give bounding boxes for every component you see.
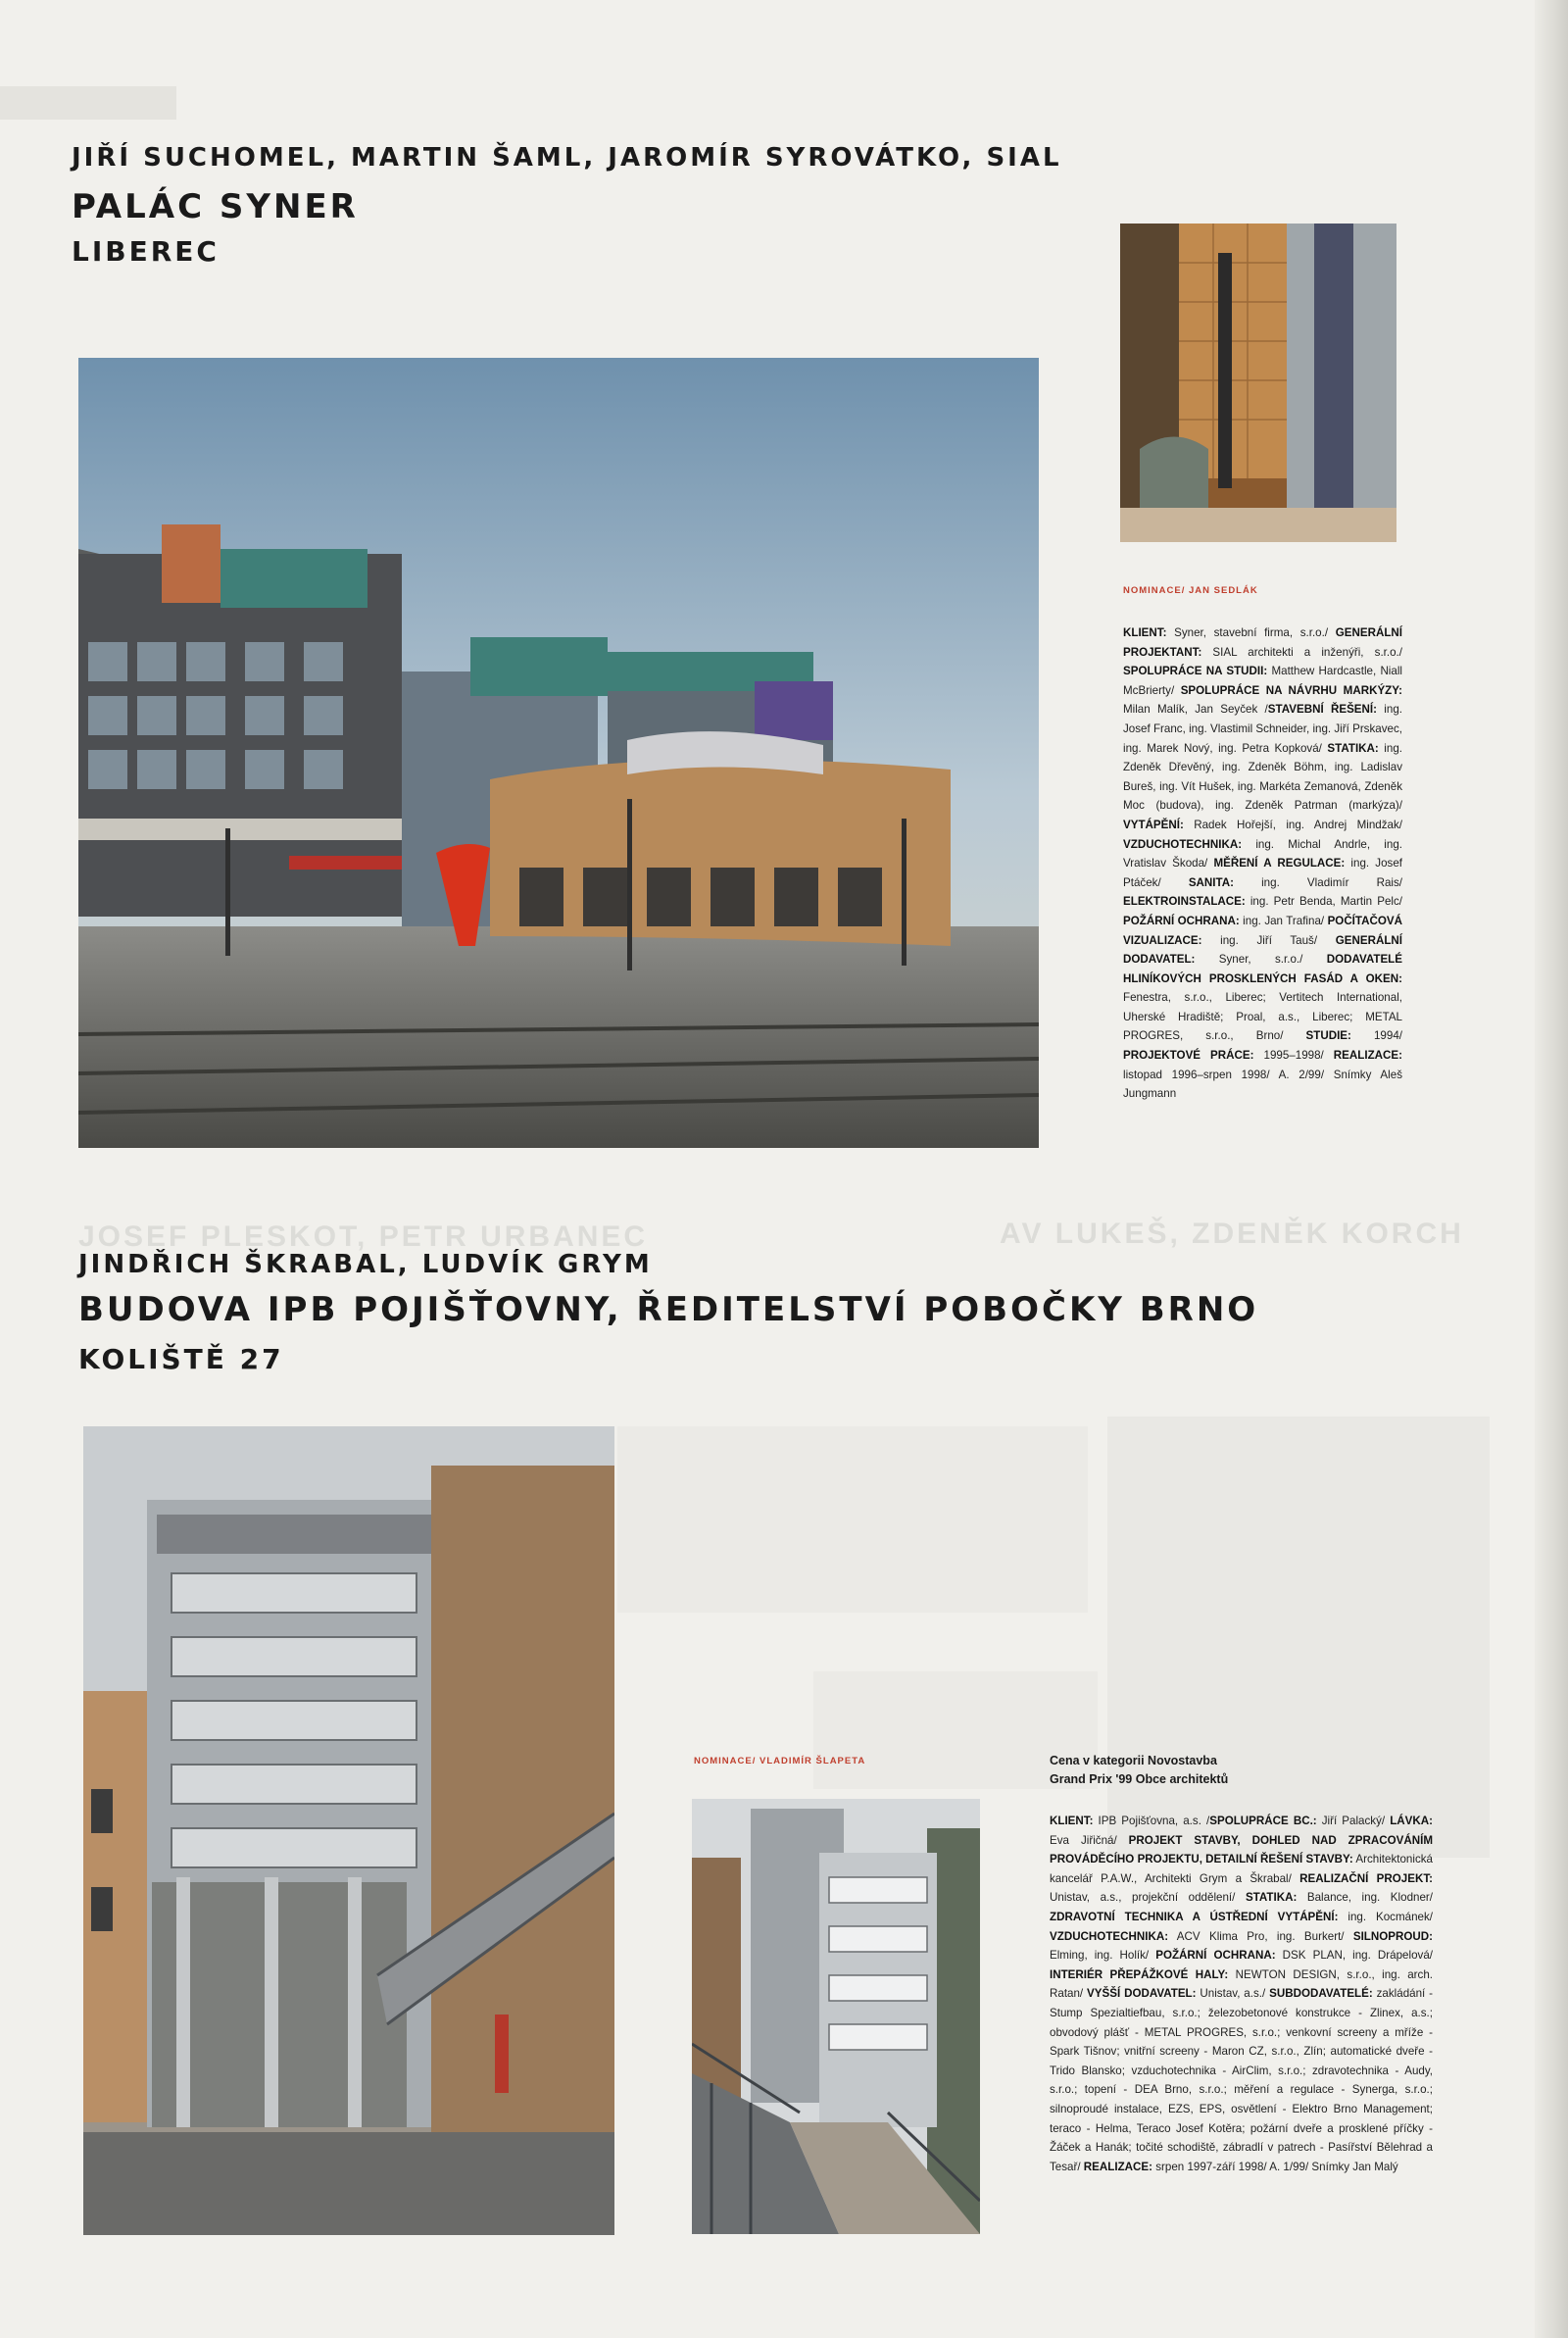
show-through-block <box>617 1426 1088 1613</box>
credit-role: REALIZACE: <box>1083 2160 1152 2173</box>
credit-value: ing. Kocmánek/ <box>1338 1910 1433 1923</box>
credit-role: REALIZACE: <box>1333 1049 1402 1063</box>
credit-role: VYŠŠÍ DODAVATEL: <box>1087 1987 1197 2001</box>
credit-value: Balance, ing. Klodner/ <box>1297 1891 1433 1905</box>
credit-role: ELEKTROINSTALACE: <box>1123 895 1246 909</box>
credit-role: VZDUCHOTECHNIKA: <box>1123 837 1243 851</box>
credit-value: Unistav, a.s./ <box>1196 1987 1270 2001</box>
project1-nomination: NOMINACE/ JAN SEDLÁK <box>1123 585 1258 596</box>
credit-value: ing. Josef Franc, ing. Vlastimil Schneider, ing. Jiří Prskavec, ing. Marek Nový, ing. Petra Kopková/ <box>1123 703 1402 755</box>
palac-syner-exterior-photo <box>78 358 1039 1148</box>
project1-title: PALÁC SYNER <box>72 187 359 226</box>
project2-address: KOLIŠTĚ 27 <box>78 1343 284 1375</box>
credit-value: Jiří Palacký/ <box>1316 1815 1391 1827</box>
credit-role: ZDRAVOTNÍ TECHNIKA A ÚSTŘEDNÍ VYTÁPĚNÍ: <box>1050 1910 1339 1923</box>
credit-value: Fenestra, s.r.o., Liberec; Vertitech International, Uherské Hradiště; Proal, a.s., Liberec; METAL PROGRES, s.r.o., Brno/ <box>1123 991 1402 1043</box>
project2-credits <box>1050 1812 1433 2176</box>
project2-nomination: NOMINACE/ VLADIMÍR ŠLAPETA <box>694 1756 866 1766</box>
credit-role: SPOLUPRÁCE NA STUDII: <box>1123 665 1268 678</box>
credit-value: Milan Malík, Jan Seyček / <box>1123 703 1268 717</box>
credit-role: POŽÁRNÍ OCHRANA: <box>1123 914 1240 927</box>
credit-role: GENERÁLNÍ DODAVATEL: <box>1123 933 1402 967</box>
show-through-text: AV LUKEŠ, ZDENĚK KORCH <box>1000 1218 1464 1250</box>
credit-role: STUDIE: <box>1305 1029 1351 1043</box>
credit-role: LÁVKA: <box>1390 1815 1433 1827</box>
credit-value: Matthew Hardcastle, Niall McBrierty/ <box>1123 665 1402 697</box>
credit-role: KLIENT: <box>1123 626 1167 639</box>
award-grand-prix: Grand Prix '99 Obce architektů <box>1050 1772 1229 1786</box>
credit-role: PROJEKT STAVBY, DOHLED NAD ZPRACOVÁNÍM PROVÁDĚCÍHO PROJEKTU, DETAILNÍ ŘEŠENÍ STAVBY: <box>1050 1833 1433 1866</box>
page-tab <box>0 86 176 120</box>
credit-value: ing. Vladimír Rais/ <box>1233 875 1403 889</box>
show-through-text: JOSEF PLESKOT, PETR URBANEC <box>78 1220 649 1253</box>
credit-value: NEWTON DESIGN, s.r.o., ing. arch. Ratan/ <box>1050 1967 1433 2001</box>
credit-value: listopad 1996–srpen 1998/ A. 2/99/ Snímky Aleš Jungmann <box>1123 1068 1402 1101</box>
credit-role: POČÍTAČOVÁ VIZUALIZACE: <box>1123 914 1402 947</box>
credit-value: 1994/ <box>1350 1029 1402 1043</box>
award-category: Cena v kategorii Novostavba <box>1050 1754 1217 1767</box>
credit-role: POŽÁRNÍ OCHRANA: <box>1155 1949 1276 1963</box>
credit-value: Elming, ing. Holík/ <box>1050 1949 1156 1963</box>
credit-value: DSK PLAN, ing. Drápelová/ <box>1275 1949 1433 1963</box>
show-through-block <box>1107 1417 1490 1858</box>
credit-role: SANITA: <box>1188 875 1234 889</box>
credit-role: SPOLUPRÁCE BC.: <box>1209 1815 1317 1827</box>
credit-value: ing. Zdeněk Dřevěný, ing. Zdeněk Böhm, ing. Ladislav Bureš, ing. Vít Hušek, ing. Markéta Zemanová, Zdeněk Moc (budova), ing. Zdeněk Patrman (markýza)/ <box>1123 741 1402 813</box>
credit-role: VYTÁPĚNÍ: <box>1123 818 1184 831</box>
credit-role: MĚŘENÍ A REGULACE: <box>1213 857 1346 871</box>
credit-value: ACV Klima Pro, ing. Burkert/ <box>1168 1929 1353 1943</box>
credit-role: SUBDODAVATELÉ: <box>1269 1987 1373 2001</box>
credit-value: Syner, stavební firma, s.r.o./ <box>1166 626 1336 639</box>
credit-value: ing. Jan Trafina/ <box>1239 914 1328 927</box>
credit-value: SIAL architekti a inženýři, s.r.o./ <box>1201 645 1402 659</box>
credit-value: srpen 1997-září 1998/ A. 1/99/ Snímky Jan Malý <box>1152 2160 1398 2173</box>
credit-value: 1995–1998/ <box>1253 1049 1334 1063</box>
credit-value: Syner, s.r.o./ <box>1195 953 1327 967</box>
credit-role: SPOLUPRÁCE NA NÁVRHU MARKÝZY: <box>1180 683 1402 697</box>
page-edge <box>1535 0 1568 2338</box>
credit-role: GENERÁLNÍ PROJEKTANT: <box>1123 626 1402 659</box>
credit-role: SILNOPROUD: <box>1352 1929 1433 1943</box>
credit-value: Eva Jiřičná/ <box>1050 1833 1129 1847</box>
credit-role: DODAVATELÉ HLINÍKOVÝCH PROSKLENÝCH FASÁD A OKEN: <box>1123 953 1402 985</box>
credit-value: Unistav, a.s., projekční oddělení/ <box>1050 1891 1246 1905</box>
credit-value: Radek Hořejší, ing. Andrej Mindžak/ <box>1183 818 1402 831</box>
credit-value: ing. Jiří Tauš/ <box>1201 933 1336 947</box>
credit-role: REALIZAČNÍ PROJEKT: <box>1299 1871 1433 1885</box>
credit-role: VZDUCHOTECHNIKA: <box>1050 1929 1169 1943</box>
credit-role: PROJEKTOVÉ PRÁCE: <box>1123 1049 1254 1063</box>
project2-award <box>1050 1752 1228 1789</box>
credit-value: Architektonická kancelář P.A.W., Architekti Grym a Škrabal/ <box>1050 1853 1433 1885</box>
palac-syner-interior-photo <box>1120 224 1396 542</box>
credit-value: zakládání - Stump Spezialtiefbau, s.r.o.; železobetonové konstrukce - Zlinex, a.s.; obvodový plášť - METAL PROGRES, s.r.o.; venkovní screeny a mříže - Spark Tišnov; vnitřní screeny - Maron CZ, s.r.o., Zlín; automatické dveře - Trido Blansko; vzduchotechnika - AirClim, s.r.o.; zdravotechnika - Audy, s.r.o.; topení - DEA Brno, s.r.o.; měření a regulace - Synerga, s.r.o.; silnoproudé instalace, EZS, EPS, osvětlení - Elektro Brno Management; teraco - Helma, Teraco Josef Kotěra; požární dveře a prosklené příčky - Žáček a Hanák; točité schodiště, zábradlí v patrech - Pasířství Bělehrad a Tesař/ <box>1050 1987 1434 2173</box>
project1-city: LIBEREC <box>72 235 220 268</box>
credit-role: STAVEBNÍ ŘEŠENÍ: <box>1267 703 1377 717</box>
credit-role: STATIKA: <box>1327 741 1379 755</box>
credit-role: STATIKA: <box>1245 1891 1298 1905</box>
ipb-building-bridge-photo <box>692 1799 980 2234</box>
project1-authors: JIŘÍ SUCHOMEL, MARTIN ŠAML, JAROMÍR SYROVÁTKO, SIAL <box>72 143 1062 173</box>
project2-title: BUDOVA IPB POJIŠŤOVNY, ŘEDITELSTVÍ POBOČKY BRNO <box>78 1290 1259 1329</box>
credit-role: KLIENT: <box>1050 1815 1094 1827</box>
credit-value: IPB Pojišťovna, a.s. / <box>1093 1815 1210 1827</box>
credit-value: ing. Josef Ptáček/ <box>1123 857 1402 889</box>
project2-authors: JINDŘICH ŠKRABAL, LUDVÍK GRYM <box>78 1250 653 1279</box>
credit-value: ing. Petr Benda, Martin Pelc/ <box>1245 895 1402 909</box>
project1-credits <box>1123 623 1402 1104</box>
credit-value: ing. Michal Andrle, ing. Vratislav Škoda/ <box>1123 837 1402 871</box>
credit-role: INTERIÉR PŘEPÁŽKOVÉ HALY: <box>1050 1967 1229 1981</box>
ipb-building-street-photo <box>83 1426 614 2235</box>
